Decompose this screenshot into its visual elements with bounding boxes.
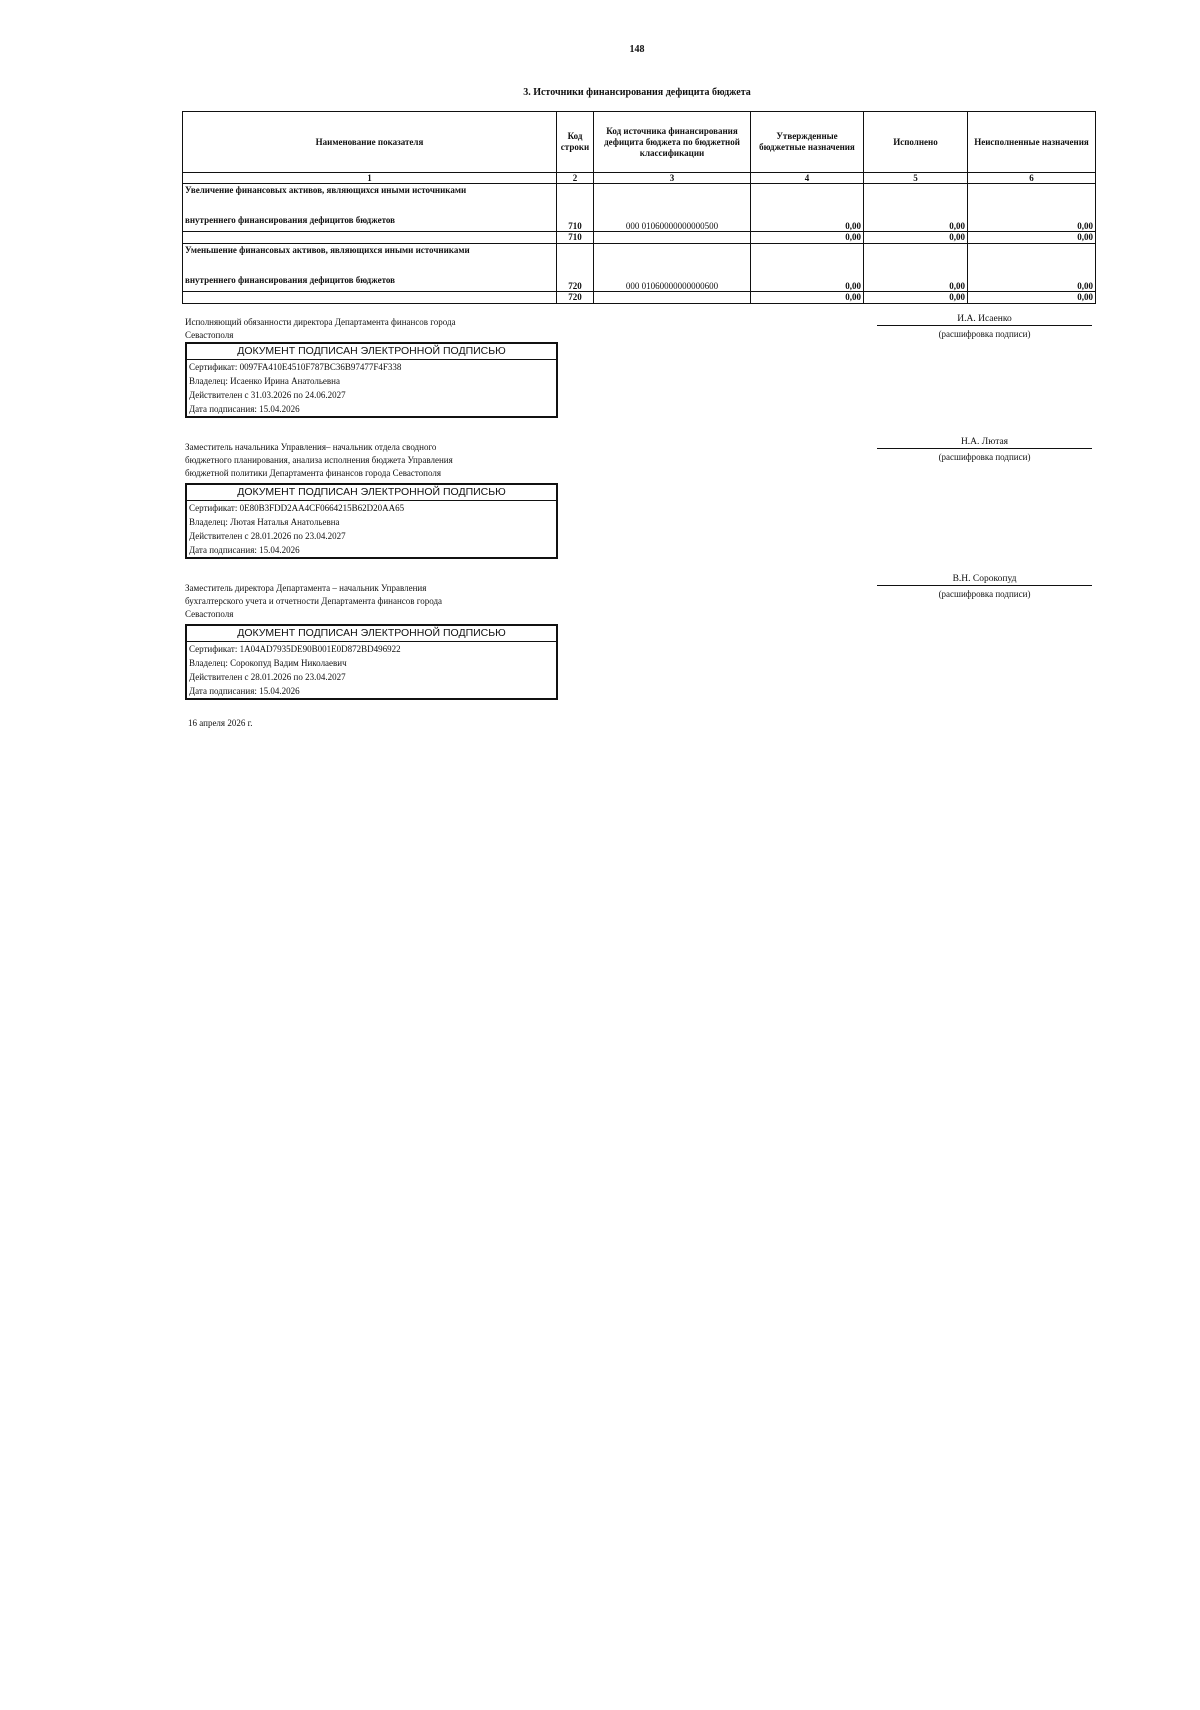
signature-note: (расшифровка подписи) <box>938 329 1031 339</box>
stamp-header: ДОКУМЕНТ ПОДПИСАН ЭЛЕКТРОННОЙ ПОДПИСЬЮ <box>187 626 556 642</box>
certificate-number: Сертификат: 1A04AD7935DE90B001E0D872BD496922 <box>189 644 401 654</box>
certificate-number: Сертификат: 0E80B3FDD2AA4CF0664215B62D20AA65 <box>189 503 405 513</box>
signer-title-line: бюджетного планирования, анализа исполнения бюджета Управления <box>185 455 453 465</box>
signature-name: Н.А. Лютая <box>877 436 1092 449</box>
subtotal-blank <box>183 232 557 244</box>
signer-title-line: Заместитель начальника Управления– начальник отдела сводного <box>185 442 437 452</box>
signer-title-line: Исполняющий обязанности директора Департамента финансов города <box>185 317 456 327</box>
row-name-line1: Уменьшение финансовых активов, являющихся иными источниками <box>185 245 470 255</box>
subtotal-unexecuted: 0,00 <box>968 232 1096 244</box>
subtotal-code: 710 <box>557 232 594 244</box>
signer-title-line: Севастополя <box>185 609 234 619</box>
certificate-owner: Владелец: Сорокопуд Вадим Николаевич <box>189 658 347 668</box>
unexecuted-value: 0,00 <box>968 244 1096 292</box>
certificate-owner: Владелец: Исаенко Ирина Анатольевна <box>189 376 340 386</box>
approved-value: 0,00 <box>751 184 864 232</box>
subtotal-blank <box>594 232 751 244</box>
signer-title <box>185 441 535 480</box>
column-number-row <box>183 173 1096 184</box>
source-code: 000 01060000000000600 <box>594 244 751 292</box>
certificate-number: Сертификат: 0097FA410E4510F787BC36B97477F4F338 <box>189 362 402 372</box>
row-name-line2: внутреннего финансирования дефицитов бюджетов <box>185 215 396 225</box>
subtotal-blank <box>594 292 751 304</box>
subtotal-approved: 0,00 <box>751 292 864 304</box>
column-number: 1 <box>183 173 557 184</box>
subtotal-approved: 0,00 <box>751 232 864 244</box>
unexecuted-value: 0,00 <box>968 184 1096 232</box>
row-name-line2: внутреннего финансирования дефицитов бюджетов <box>185 275 396 285</box>
source-code: 000 01060000000000500 <box>594 184 751 232</box>
signer-title-line: бухгалтерского учета и отчетности Департамента финансов города <box>185 596 443 606</box>
e-signature-stamp <box>185 483 558 559</box>
certificate-validity: Действителен с 28.01.2026 по 23.04.2027 <box>189 531 346 541</box>
certificate-validity: Действителен с 28.01.2026 по 23.04.2027 <box>189 672 346 682</box>
header-executed: Исполнено <box>864 112 968 173</box>
signer-title <box>185 582 535 621</box>
table-row <box>183 184 1096 232</box>
executed-value: 0,00 <box>864 184 968 232</box>
signature-name: И.А. Исаенко <box>877 313 1092 326</box>
signer-title <box>185 316 535 342</box>
header-unexecuted: Неисполненные назначения <box>968 112 1096 173</box>
row-name <box>183 244 557 292</box>
row-code: 720 <box>557 244 594 292</box>
certificate-validity: Действителен с 31.03.2026 по 24.06.2027 <box>189 390 346 400</box>
signature-note: (расшифровка подписи) <box>938 589 1031 599</box>
e-signature-stamp <box>185 342 558 418</box>
column-number: 2 <box>557 173 594 184</box>
signer-title-line: Заместитель директора Департамента – начальник Управления <box>185 583 427 593</box>
section-title: 3. Источники финансирования дефицита бюджета <box>523 87 751 98</box>
signature-name: В.Н. Сорокопуд <box>877 573 1092 586</box>
subtotal-unexecuted: 0,00 <box>968 292 1096 304</box>
column-number: 6 <box>968 173 1096 184</box>
signer-title-line: Севастополя <box>185 330 234 340</box>
executed-value: 0,00 <box>864 244 968 292</box>
page-number: 148 <box>629 44 645 55</box>
signing-date: Дата подписания: 15.04.2026 <box>189 545 300 555</box>
signature-note: (расшифровка подписи) <box>938 452 1031 462</box>
signing-date: Дата подписания: 15.04.2026 <box>189 686 300 696</box>
e-signature-stamp <box>185 624 558 700</box>
table-row <box>183 244 1096 292</box>
header-source-code: Код источника финансирования дефицита бюджета по бюджетной классификации <box>594 112 751 173</box>
column-number: 5 <box>864 173 968 184</box>
subtotal-blank <box>183 292 557 304</box>
row-name-line1: Увеличение финансовых активов, являющихся иными источниками <box>185 185 467 195</box>
table-subtotal-row <box>183 292 1096 304</box>
subtotal-executed: 0,00 <box>864 232 968 244</box>
approved-value: 0,00 <box>751 244 864 292</box>
column-number: 3 <box>594 173 751 184</box>
column-number: 4 <box>751 173 864 184</box>
subtotal-executed: 0,00 <box>864 292 968 304</box>
table-subtotal-row <box>183 232 1096 244</box>
header-indicator-name: Наименование показателя <box>183 112 557 173</box>
signer-title-line: бюджетной политики Департамента финансов города Севастополя <box>185 468 441 478</box>
document-date: 16 апреля 2026 г. <box>188 718 253 728</box>
row-code: 710 <box>557 184 594 232</box>
subtotal-code: 720 <box>557 292 594 304</box>
financing-sources-table <box>182 111 1096 304</box>
row-name <box>183 184 557 232</box>
stamp-header: ДОКУМЕНТ ПОДПИСАН ЭЛЕКТРОННОЙ ПОДПИСЬЮ <box>187 344 556 360</box>
certificate-owner: Владелец: Лютая Наталья Анатольевна <box>189 517 340 527</box>
header-row-code: Код строки <box>557 112 594 173</box>
header-approved: Утвержденные бюджетные назначения <box>751 112 864 173</box>
stamp-header: ДОКУМЕНТ ПОДПИСАН ЭЛЕКТРОННОЙ ПОДПИСЬЮ <box>187 485 556 501</box>
signing-date: Дата подписания: 15.04.2026 <box>189 404 300 414</box>
table-header-row <box>183 112 1096 173</box>
